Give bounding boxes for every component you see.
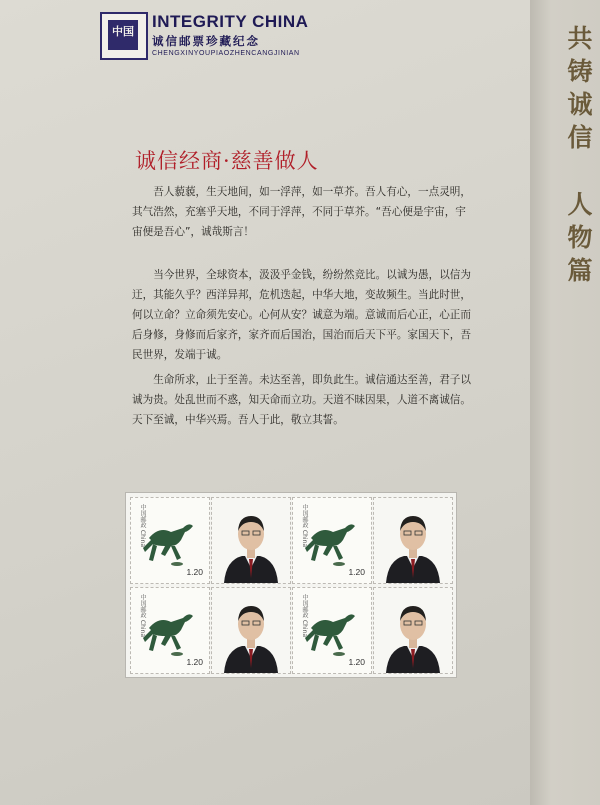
page-heading: 诚信经商·慈善做人 (135, 149, 319, 173)
body-paragraph-1: 吾人藐藐，生天地间，如一浮萍，如一草芥。吾人有心，一点灵明，其气浩然，充塞乎天地，不同于浮萍，不同于草芥。“吾心便是宇宙，宇宙便是吾心”，诚哉斯言！ (132, 186, 471, 238)
flying-horse-stamp (292, 587, 372, 674)
stamp-country-label: 中国邮政 China (139, 504, 146, 548)
flying-horse-stamp (130, 587, 210, 674)
brand-title-cn: 诚信邮票珍藏纪念 (152, 34, 260, 48)
stamp-country-label: 中国邮政 China (301, 594, 308, 638)
stamp-country-label: 中国邮政 China (139, 594, 146, 638)
stamp-value-label: 1.20 (348, 567, 365, 577)
stamp-value-label: 1.20 (186, 567, 203, 577)
body-paragraph-2: 当今世界，全球资本，汲汲乎金钱，纷纷然竞比。以诚为愚，以信为迂，其能久乎？西洋异邦，危机迭起，中华大地，变故频生。当此时世，何以立命？立命须先安心。心何从安？诚意为端。意诚而后心正，心正而后身修，身修而后家齐，家齐而后国治，国治而后天下平。家国天下，吾民世界，发端于诚。 (132, 269, 471, 361)
body-paragraph-3: 生命所求，止于至善。未达至善，即负此生。诚信通达至善，君子以诚为贵。处乱世而不惑，知天命而立功。天道不昧因果，人道不离诚信。天下至诚，中华兴焉。吾人于此，敬立其誓。 (132, 374, 471, 426)
integrity-china-logo (100, 12, 148, 60)
logo-seal-text: 中国 (112, 25, 134, 38)
side-subtitle-char: 人 (567, 190, 593, 219)
brand-title-en: INTEGRITY CHINA (152, 12, 309, 31)
side-title-char: 诚 (567, 90, 593, 119)
stamp-country-label: 中国邮政 China (301, 504, 308, 548)
brand-pinyin: CHENGXINYOUPIAOZHENCANGJINIAN (152, 50, 300, 57)
flying-horse-stamp (130, 497, 210, 584)
portrait-tab (373, 587, 453, 674)
flying-horse-stamp (292, 497, 372, 584)
side-title-char: 共 (567, 24, 593, 53)
side-title-char: 信 (567, 123, 593, 152)
side-subtitle-char: 篇 (567, 256, 593, 285)
stamp-value-label: 1.20 (186, 657, 203, 667)
stamp-sheet (125, 492, 457, 678)
portrait-tab (211, 497, 291, 584)
stamp-value-label: 1.20 (348, 657, 365, 667)
side-title (562, 22, 598, 287)
side-subtitle-char: 物 (567, 223, 593, 252)
portrait-tab (211, 587, 291, 674)
side-title-char: 铸 (567, 57, 593, 86)
portrait-tab (373, 497, 453, 584)
